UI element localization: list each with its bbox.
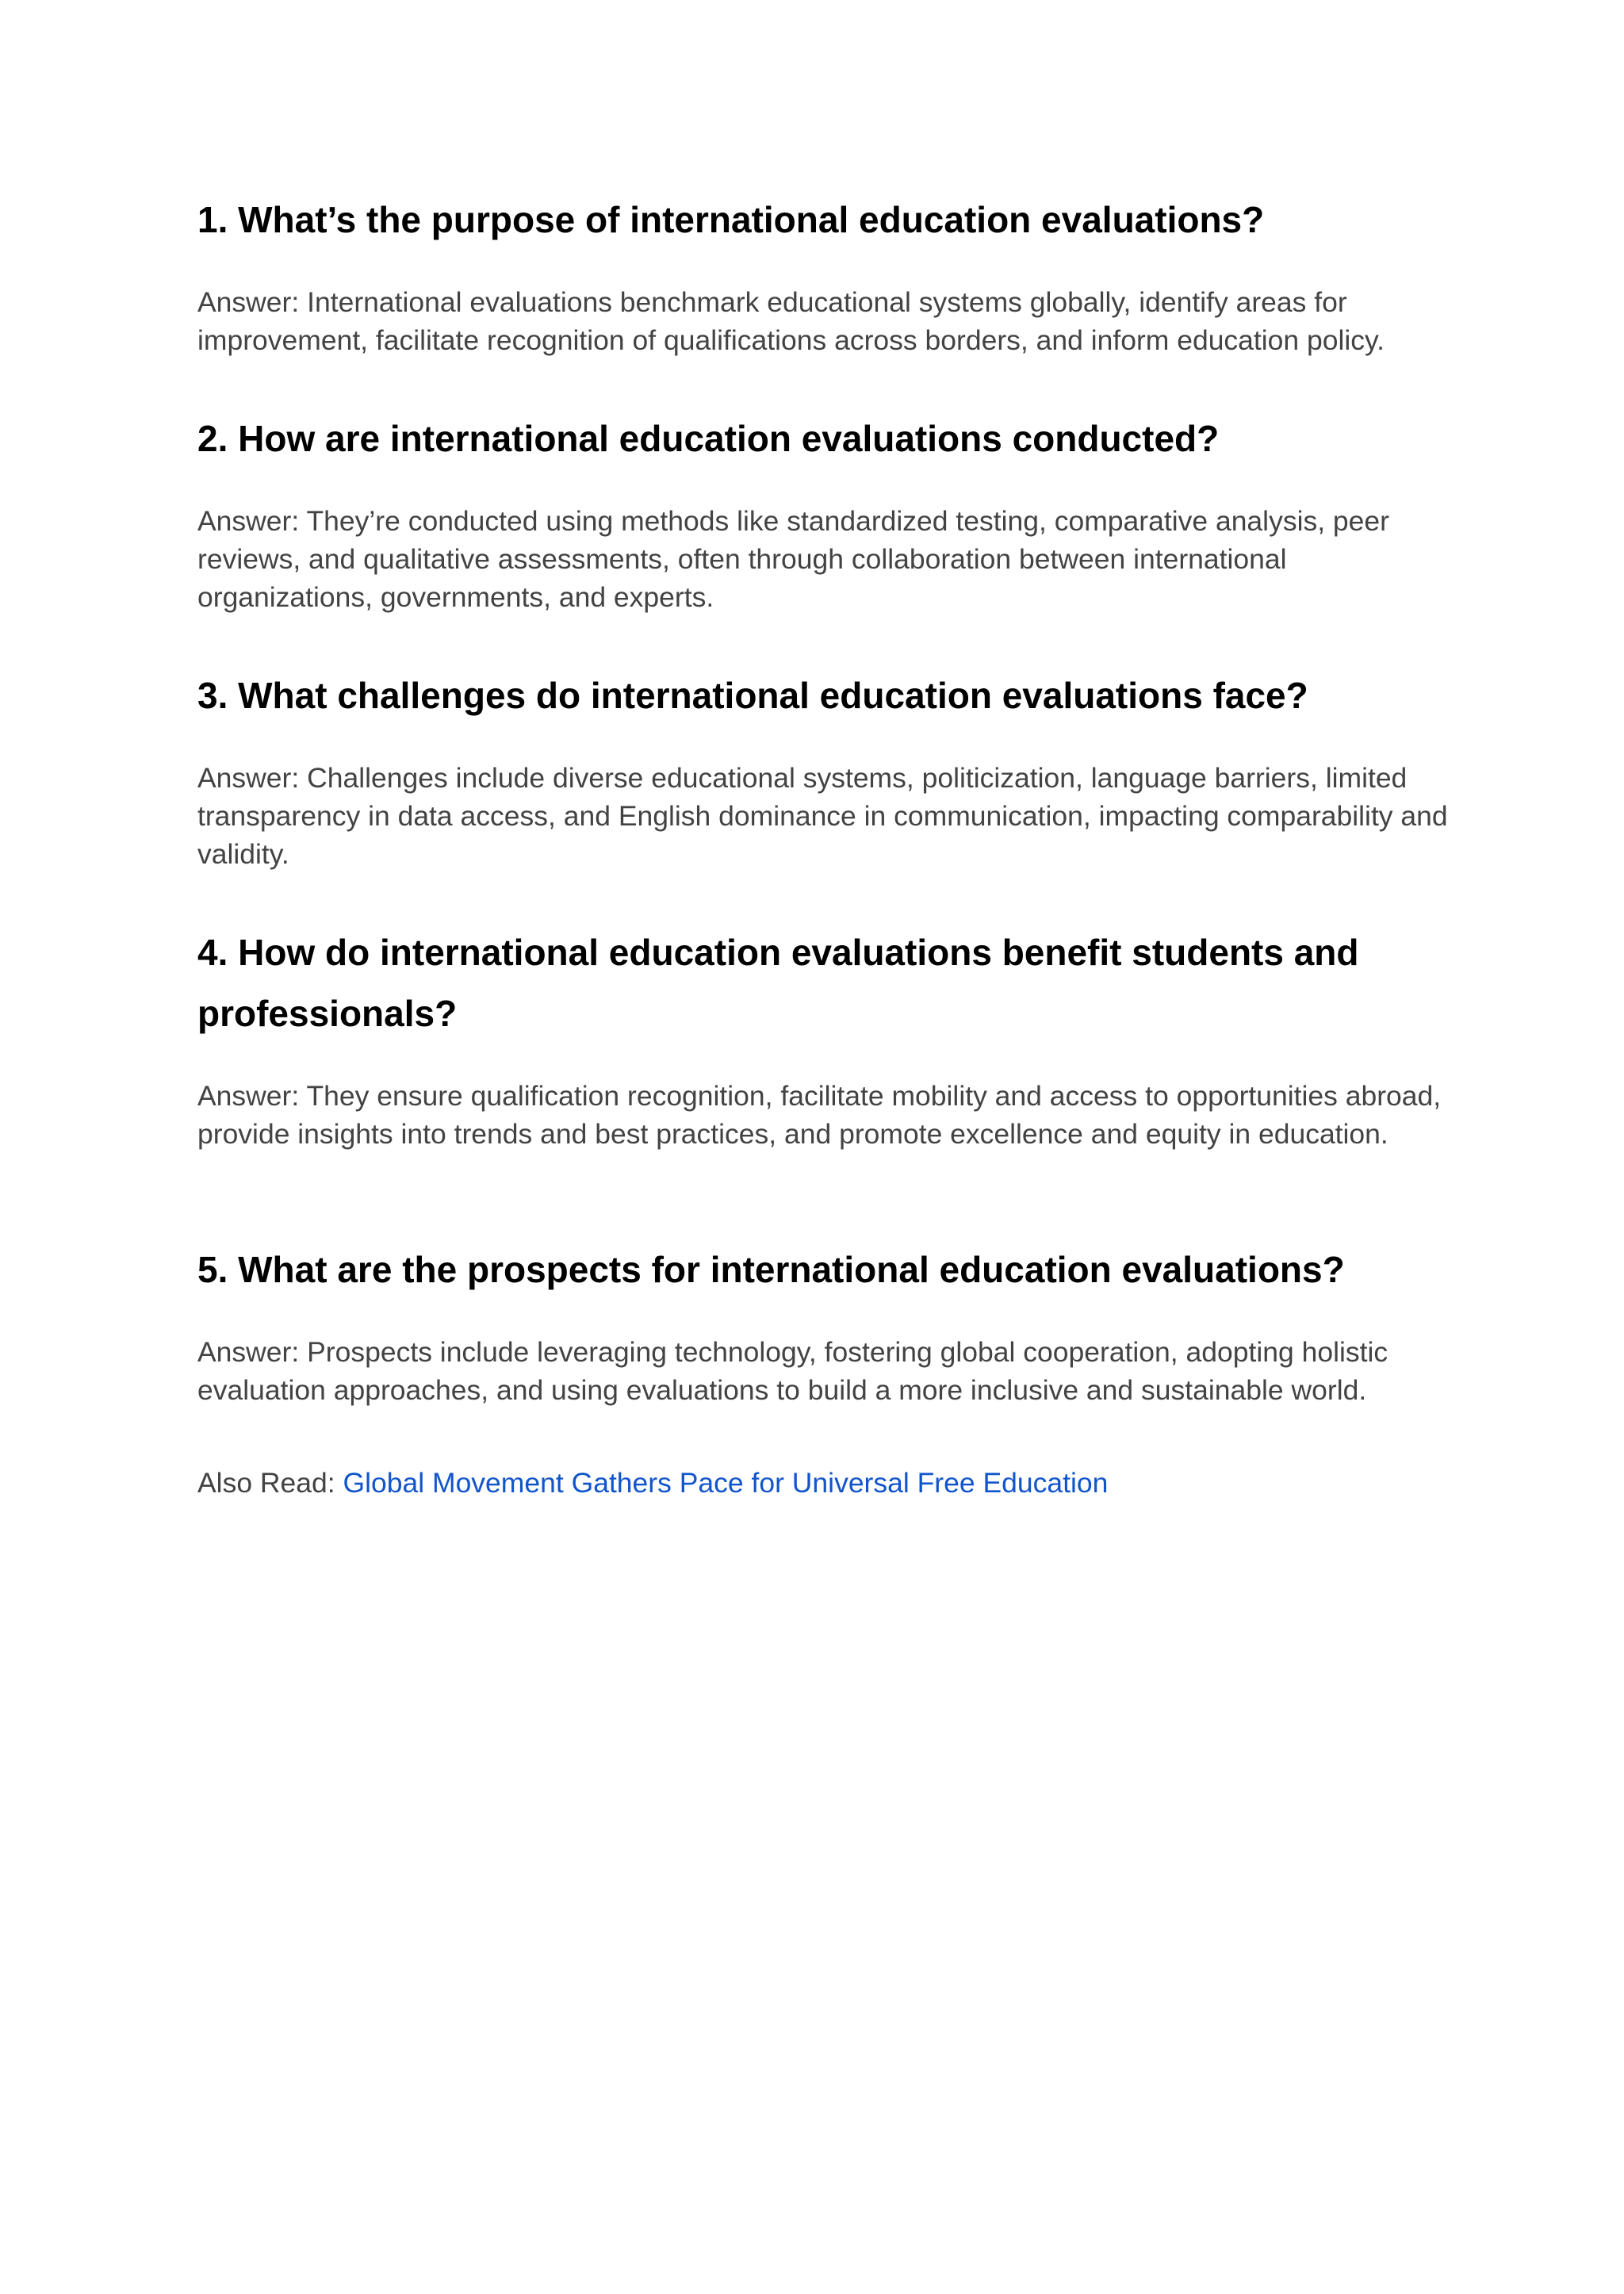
faq-item-5 bbox=[197, 1239, 1450, 1409]
also-read-label: Also Read: bbox=[197, 1467, 343, 1499]
faq-answer-4: Answer: They ensure qualification recognition, facilitate mobility and access to opportunities abroad, provide insights into trends and best practices, and promote excellence and equity in education. bbox=[197, 1080, 1442, 1150]
faq-item-1 bbox=[197, 190, 1450, 359]
faq-answer-1: Answer: International evaluations benchmark educational systems globally, identify areas for improvement, facilitate recognition of qualifications across borders, and inform education policy. bbox=[197, 286, 1385, 356]
faq-answer-2: Answer: They’re conducted using methods like standardized testing, comparative analysis, peer reviews, and qualitative assessments, often through collaboration between international organizations, governments, and experts. bbox=[197, 505, 1389, 613]
also-read bbox=[197, 1464, 1450, 1502]
faq-item-2 bbox=[197, 408, 1450, 616]
faq-item-4 bbox=[197, 922, 1450, 1153]
faq-question-5: 5. What are the prospects for international education evaluations? bbox=[197, 1249, 1345, 1290]
also-read-link[interactable]: Global Movement Gathers Pace for Universal Free Education bbox=[343, 1467, 1109, 1499]
faq-question-4: 4. How do international education evaluations benefit students and professionals? bbox=[197, 932, 1359, 1034]
faq-item-3 bbox=[197, 665, 1450, 873]
faq-answer-5: Answer: Prospects include leveraging technology, fostering global cooperation, adopting holistic evaluation approaches, and using evaluations to build a more inclusive and sustainable world. bbox=[197, 1336, 1388, 1406]
faq-answer-3: Answer: Challenges include diverse educational systems, politicization, language barriers, limited transparency in data access, and English dominance in communication, impacting comparability and validity. bbox=[197, 762, 1448, 870]
faq-question-1: 1. What’s the purpose of international education evaluations? bbox=[197, 199, 1265, 240]
faq-question-2: 2. How are international education evaluations conducted? bbox=[197, 418, 1220, 459]
faq-question-3: 3. What challenges do international education evaluations face? bbox=[197, 675, 1308, 716]
